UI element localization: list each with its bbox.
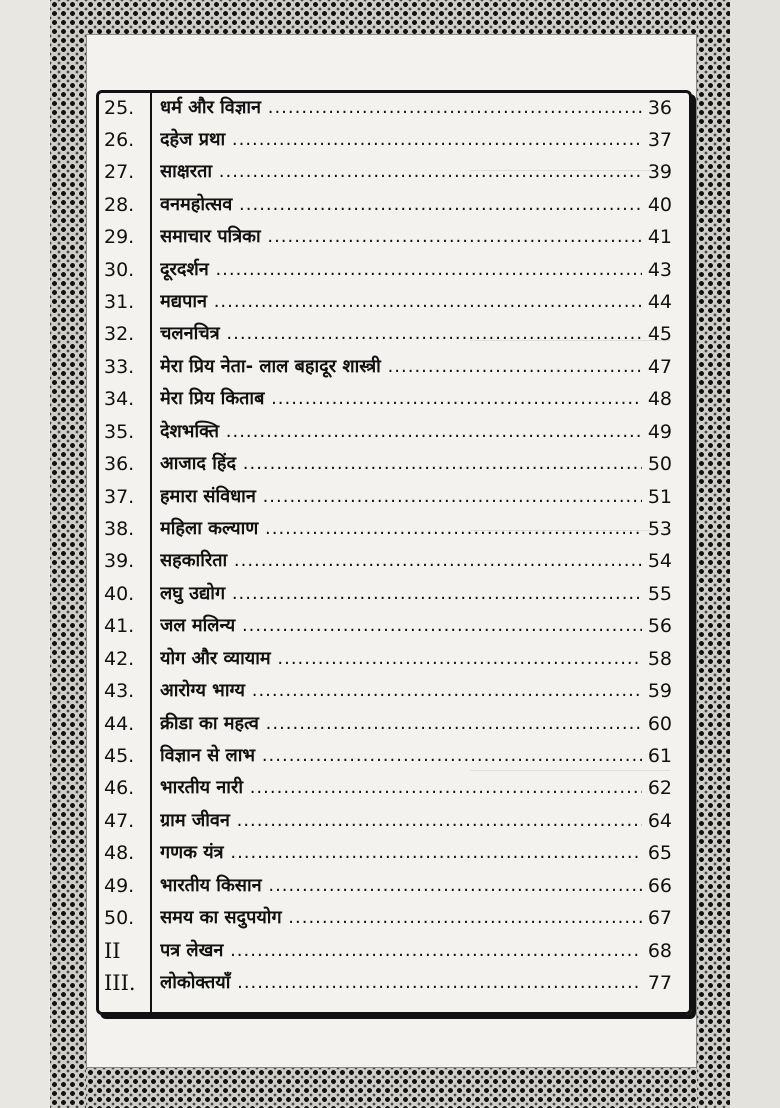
toc-row	[96, 448, 692, 480]
toc-item-number: III.	[104, 971, 136, 995]
toc-item-number: 43.	[104, 680, 135, 702]
toc-item-title: चलनचित्र .....	[160, 318, 642, 350]
toc-row	[96, 805, 692, 837]
page-margin-left	[0, 0, 50, 1108]
toc-item-title: समय का सदुपयोग .....	[160, 902, 642, 934]
toc-item-number: 50.	[104, 907, 135, 929]
toc-item-number: 37.	[104, 486, 135, 508]
toc-item-page: 56	[647, 615, 672, 637]
decorative-border-right	[697, 0, 730, 1108]
toc-item-number: 42.	[104, 648, 135, 670]
toc-item-number: 47.	[104, 810, 135, 832]
toc-item-page: 61	[647, 745, 672, 767]
toc-item-page: 50	[647, 453, 672, 475]
toc-item-title: वनमहोत्सव .....	[160, 189, 642, 221]
toc-item-page: 51	[647, 486, 672, 508]
decorative-border-top	[50, 0, 730, 34]
toc-item-number: 33.	[104, 356, 135, 378]
toc-item-title: मेरा प्रिय किताब .....	[160, 383, 642, 415]
toc-row	[96, 610, 692, 642]
toc-item-number: 35.	[104, 421, 135, 443]
toc-item-title: सहकारिता .....	[160, 545, 642, 577]
toc-item-number: 39.	[104, 550, 135, 572]
toc-item-page: 54	[647, 550, 672, 572]
toc-row	[96, 935, 692, 967]
toc-item-number: 48.	[104, 842, 135, 864]
toc-item-number: 32.	[104, 323, 135, 345]
toc-row	[96, 92, 692, 124]
toc-item-page: 53	[647, 518, 672, 540]
toc-item-page: 37	[647, 129, 672, 151]
toc-item-page: 62	[647, 777, 672, 799]
toc-item-page: 67	[647, 907, 672, 929]
toc-item-title: आजाद हिंद .....	[160, 448, 642, 480]
toc-item-page: 65	[647, 842, 672, 864]
toc-row	[96, 675, 692, 707]
toc-item-title: धर्म और विज्ञान .....	[160, 92, 642, 124]
toc-item-title: हमारा संविधान .....	[160, 481, 642, 513]
toc-row	[96, 189, 692, 221]
toc-item-title: समाचार पत्रिका .....	[160, 221, 642, 253]
toc-item-page: 39	[647, 161, 672, 183]
toc-item-number: 41.	[104, 615, 135, 637]
toc-item-title: भारतीय नारी .....	[160, 772, 642, 804]
toc-item-page: 58	[647, 648, 672, 670]
toc-item-number: 25.	[104, 97, 135, 119]
page-margin-right	[730, 0, 780, 1108]
toc-item-page: 40	[647, 194, 672, 216]
toc-item-title: लोकोक्तयाँ .....	[160, 967, 642, 999]
toc-item-title: मद्यपान .....	[160, 286, 642, 318]
toc-row	[96, 545, 692, 577]
toc-item-page: 68	[647, 940, 672, 962]
toc-item-title: महिला कल्याण .....	[160, 513, 642, 545]
toc-item-title: देशभक्ति .....	[160, 416, 642, 448]
toc-item-title: जल मलिन्य .....	[160, 610, 642, 642]
toc-row	[96, 772, 692, 804]
toc-item-number: 44.	[104, 713, 135, 735]
toc-row	[96, 383, 692, 415]
toc-item-page: 41	[647, 226, 672, 248]
toc-row	[96, 318, 692, 350]
toc-item-page: 55	[647, 583, 672, 605]
toc-item-page: 47	[647, 356, 672, 378]
toc-row	[96, 708, 692, 740]
toc-item-number: 29.	[104, 226, 135, 248]
toc-row	[96, 643, 692, 675]
toc-item-page: 49	[647, 421, 672, 443]
toc-item-page: 43	[647, 259, 672, 281]
toc-item-title: दूरदर्शन .....	[160, 254, 642, 286]
decorative-border-bottom	[50, 1068, 730, 1108]
toc-row	[96, 967, 692, 999]
toc-item-title: पत्र लेखन .....	[160, 935, 642, 967]
toc-row	[96, 254, 692, 286]
toc-item-page: 66	[647, 875, 672, 897]
toc-row	[96, 286, 692, 318]
toc-item-title: दहेज प्रथा .....	[160, 124, 642, 156]
decorative-border-left	[50, 0, 86, 1108]
toc-item-number: 38.	[104, 518, 135, 540]
toc-item-number: 46.	[104, 777, 135, 799]
toc-row	[96, 481, 692, 513]
toc-item-title: साक्षरता .....	[160, 156, 642, 188]
toc-row	[96, 124, 692, 156]
toc-item-title: भारतीय किसान .....	[160, 870, 642, 902]
toc-row	[96, 740, 692, 772]
toc-row	[96, 513, 692, 545]
toc-item-title: योग और व्यायाम .....	[160, 643, 642, 675]
toc-item-number: 36.	[104, 453, 135, 475]
toc-row	[96, 902, 692, 934]
toc-item-page: 59	[647, 680, 672, 702]
toc-item-number: 34.	[104, 388, 135, 410]
toc-item-title: आरोग्य भाग्य .....	[160, 675, 642, 707]
toc-item-page: 45	[647, 323, 672, 345]
toc-row	[96, 870, 692, 902]
toc-item-page: 36	[647, 97, 672, 119]
toc-item-title: गणक यंत्र .....	[160, 837, 642, 869]
toc-row	[96, 416, 692, 448]
toc-item-page: 60	[647, 713, 672, 735]
toc-item-number: 31.	[104, 291, 135, 313]
toc-item-number: 27.	[104, 161, 135, 183]
toc-item-page: 64	[647, 810, 672, 832]
toc-item-number: II	[104, 939, 121, 963]
toc-item-title: लघु उद्योग .....	[160, 578, 642, 610]
toc-item-number: 28.	[104, 194, 135, 216]
toc-item-page: 77	[647, 972, 672, 994]
toc-item-number: 49.	[104, 875, 135, 897]
toc-item-page: 44	[647, 291, 672, 313]
toc-item-title: मेरा प्रिय नेता- लाल बहादूर शास्त्री .....	[160, 351, 642, 383]
toc-item-number: 26.	[104, 129, 135, 151]
toc-row	[96, 578, 692, 610]
toc-item-number: 45.	[104, 745, 135, 767]
toc-item-title: क्रीडा का महत्व .....	[160, 708, 642, 740]
toc-item-title: ग्राम जीवन .....	[160, 805, 642, 837]
toc-item-number: 40.	[104, 583, 135, 605]
toc-item-page: 48	[647, 388, 672, 410]
toc-item-title: विज्ञान से लाभ .....	[160, 740, 642, 772]
toc-row	[96, 156, 692, 188]
toc-row	[96, 221, 692, 253]
toc-item-number: 30.	[104, 259, 135, 281]
toc-row	[96, 837, 692, 869]
toc-row	[96, 351, 692, 383]
